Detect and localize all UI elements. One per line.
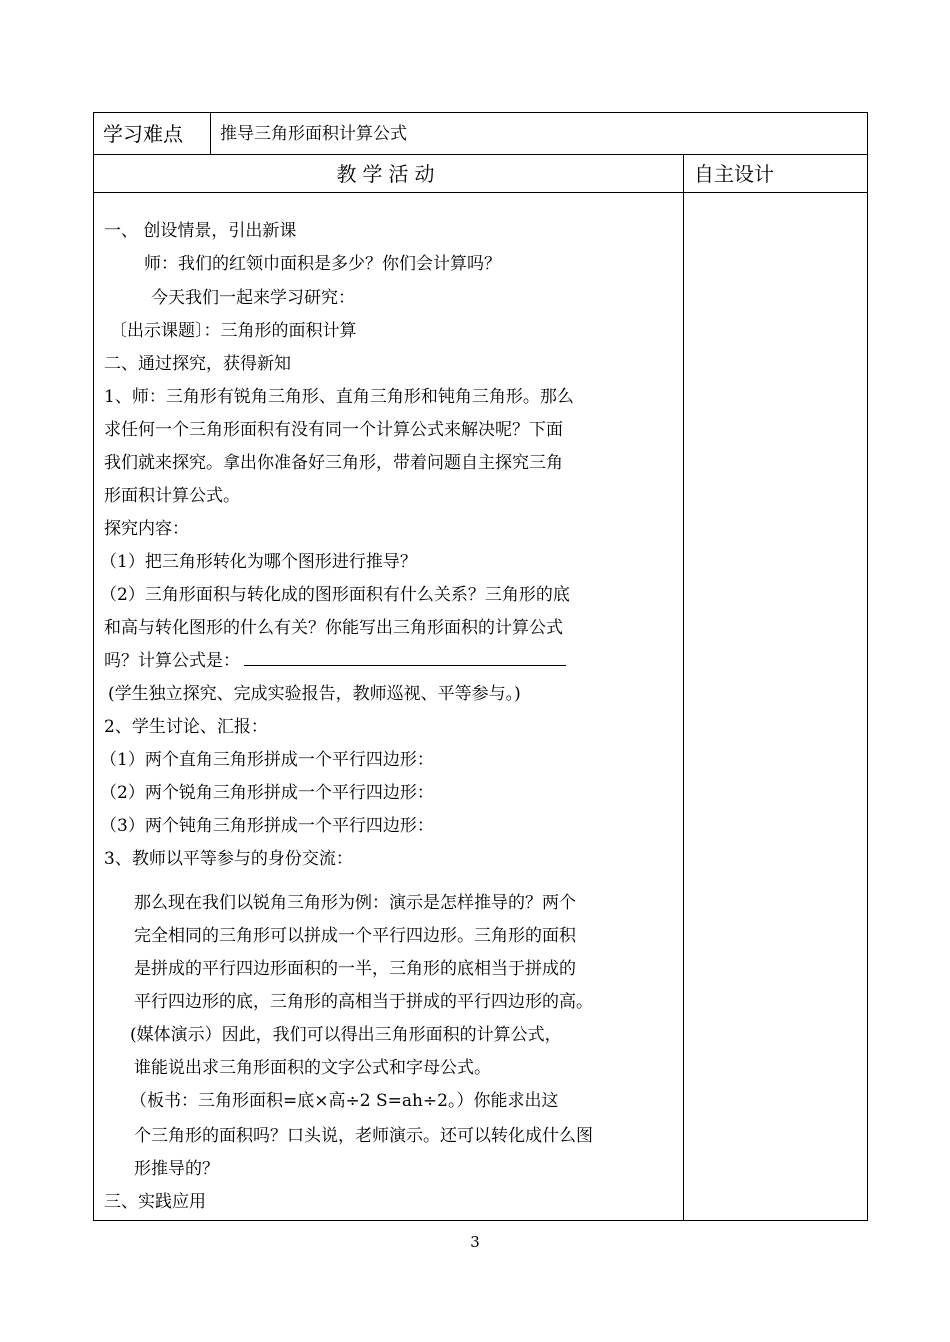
text-line: （2）三角形面积与转化成的图形面积有什么关系？三角形的底 — [100, 585, 570, 605]
text-line: 3、教师以平等参与的身份交流： — [104, 849, 353, 869]
column-header-row — [94, 155, 867, 193]
activities-cell — [94, 193, 684, 1220]
formula-prompt: 吗？计算公式是： — [104, 651, 240, 671]
text-line: 〔出示课题〕：三角形的面积计算 — [110, 321, 357, 341]
section-heading: 三、实践应用 — [104, 1192, 206, 1212]
page-number: 3 — [470, 1233, 480, 1251]
formula-blank — [244, 651, 566, 666]
formula-prompt-line — [104, 651, 566, 671]
text-line: 我们就来探究。拿出你准备好三角形，带着问题自主探究三角 — [104, 453, 563, 473]
text-line: （1）把三角形转化为哪个图形进行推导？ — [100, 552, 417, 572]
text-line: （2）两个锐角三角形拼成一个平行四边形： — [100, 783, 434, 803]
text-line: 完全相同的三角形可以拼成一个平行四边形。三角形的面积 — [134, 926, 576, 946]
text-line: 和高与转化图形的什么有关？你能写出三角形面积的计算公式 — [104, 618, 563, 638]
text-line: 谁能说出求三角形面积的文字公式和字母公式。 — [134, 1058, 491, 1078]
difficulty-value: 推导三角形面积计算公式 — [220, 124, 407, 144]
text-line: 探究内容： — [104, 519, 189, 539]
text-line: （1）两个直角三角形拼成一个平行四边形： — [100, 750, 434, 770]
text-line: 1、师：三角形有锐角三角形、直角三角形和钝角三角形。那么 — [104, 387, 574, 407]
lesson-plan-table — [93, 112, 868, 1221]
text-line: 今天我们一起来学习研究： — [151, 288, 355, 308]
text-line: 那么现在我们以锐角三角形为例：演示是怎样推导的？两个 — [134, 893, 576, 913]
text-line: 是拼成的平行四边形面积的一半，三角形的底相当于拼成的 — [134, 959, 576, 979]
activities-header: 教学活动 — [94, 155, 684, 192]
text-line: (媒体演示）因此，我们可以得出三角形面积的计算公式， — [130, 1025, 562, 1045]
difficulty-label: 学习难点 — [94, 113, 211, 154]
difficulty-row — [94, 113, 867, 155]
text-line: 师：我们的红领巾面积是多少？你们会计算吗？ — [144, 254, 501, 274]
section-heading: 一、 创设情景，引出新课 — [104, 221, 297, 241]
text-line: 2、学生讨论、汇报： — [104, 717, 268, 737]
text-line: 求任何一个三角形面积有没有同一个计算公式来解决呢？下面 — [104, 420, 563, 440]
text-line: 形面积计算公式。 — [104, 486, 240, 506]
section-heading: 二、通过探究，获得新知 — [104, 354, 291, 374]
text-line: 个三角形的面积吗？口头说，老师演示。还可以转化成什么图 — [134, 1126, 593, 1146]
self-design-header: 自主设计 — [694, 162, 774, 186]
text-line: (学生独立探究、完成实验报告，教师巡视、平等参与。) — [108, 684, 521, 704]
text-line: 平行四边形的底，三角形的高相当于拼成的平行四边形的高。 — [134, 992, 593, 1012]
text-line: 形推导的？ — [134, 1159, 219, 1179]
self-design-cell — [684, 193, 867, 1220]
text-line: （3）两个钝角三角形拼成一个平行四边形： — [100, 816, 434, 836]
text-line: （板书：三角形面积=底×高÷2 S=ah÷2。）你能求出这 — [130, 1091, 559, 1111]
